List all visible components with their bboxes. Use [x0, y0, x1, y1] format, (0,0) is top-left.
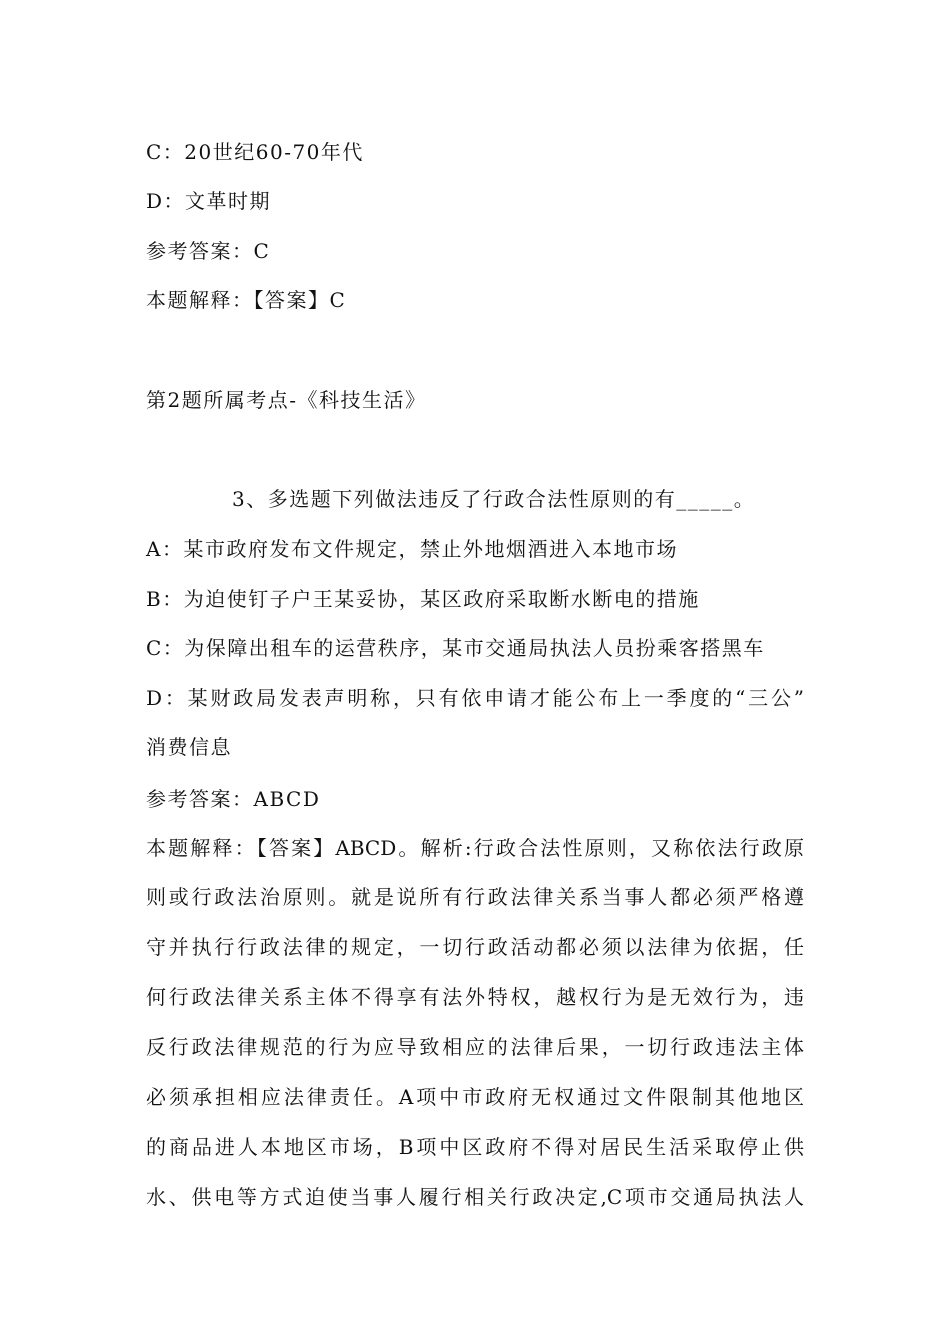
- q3-explanation-line: 反行政法律规范的行为应导致相应的法律后果，一切行政违法主体: [146, 1035, 804, 1059]
- q3-option-c: C：为保障出租车的运营秩序，某市交通局执法人员扮乘客搭黑车: [146, 636, 765, 660]
- q3-explanation-line: 必须承担相应法律责任。A项中市政府无权通过文件限制其他地区: [146, 1085, 804, 1109]
- q2-explanation: 本题解释：【答案】C: [146, 288, 347, 312]
- q3-explanation-line: 本题解释：【答案】ABCD。解析:行政合法性原则，又称依法行政原: [146, 836, 804, 860]
- q3-stem: 3、多选题下列做法违反了行政合法性原则的有_____。: [232, 487, 756, 511]
- q3-explanation-line: 的商品进人本地区市场，B项中区政府不得对居民生活采取停止供: [146, 1135, 804, 1159]
- q2-topic: 第2题所属考点-《科技生活》: [146, 388, 427, 412]
- q3-explanation-line: 则或行政法治原则。就是说所有行政法律关系当事人都必须严格遵: [146, 885, 804, 909]
- q3-option-d-line1: D：某财政局发表声明称，只有依申请才能公布上一季度的“三公”: [146, 686, 804, 710]
- q3-option-d-line2: 消费信息: [146, 735, 232, 759]
- q2-option-c: C：20世纪60-70年代: [146, 140, 364, 164]
- q2-option-d: D：文革时期: [146, 189, 272, 213]
- q3-explanation-line: 水、供电等方式迫使当事人履行相关行政决定,C项市交通局执法人: [146, 1185, 804, 1209]
- q3-explanation-line: 守并执行行政法律的规定，一切行政活动都必须以法律为依据，任: [146, 935, 804, 959]
- q3-option-b: B：为迫使钉子户王某妥协，某区政府采取断水断电的措施: [146, 587, 700, 611]
- q3-explanation-line: 何行政法律关系主体不得享有法外特权，越权行为是无效行为，违: [146, 985, 804, 1009]
- q2-answer: 参考答案：C: [146, 239, 271, 263]
- q3-answer: 参考答案：ABCD: [146, 787, 321, 811]
- q3-option-a: A：某市政府发布文件规定，禁止外地烟酒进入本地市场: [146, 537, 678, 561]
